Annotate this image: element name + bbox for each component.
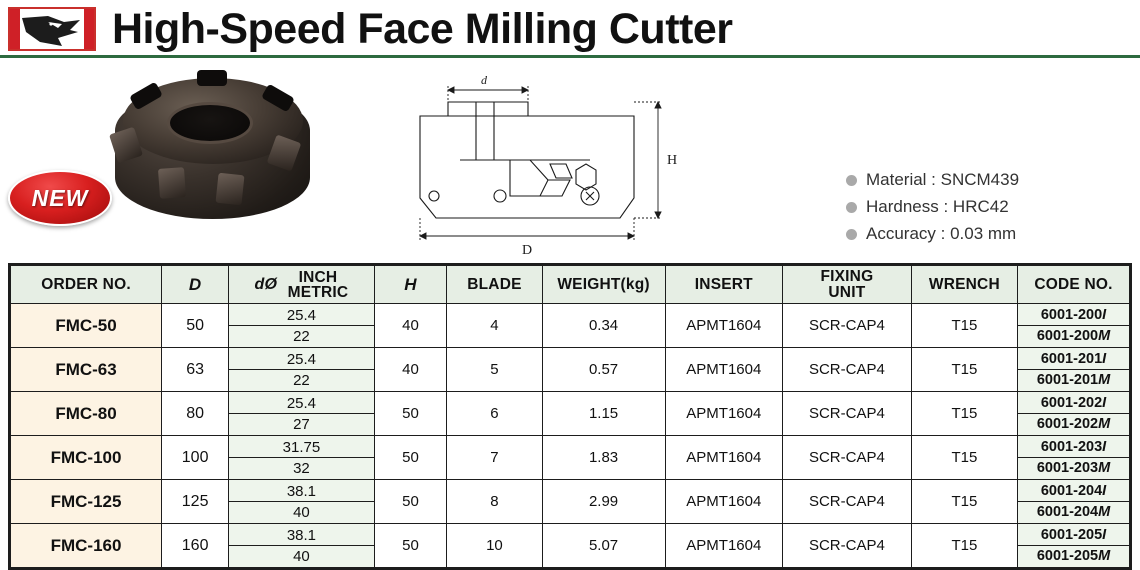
table-row bbox=[11, 480, 1130, 524]
header-weight: WEIGHT(kg) bbox=[542, 266, 665, 304]
cell-order-no: FMC-125 bbox=[11, 480, 162, 524]
cell-insert: APMT1604 bbox=[665, 304, 782, 348]
cell-fixing-unit: SCR-CAP4 bbox=[783, 304, 912, 348]
table-row bbox=[11, 524, 1130, 568]
cell-code-no bbox=[1018, 436, 1130, 480]
cell-blade: 10 bbox=[447, 524, 542, 568]
cell-do-inch: 38.1 bbox=[229, 481, 373, 502]
header-d: D bbox=[162, 266, 229, 304]
header-fixing-unit bbox=[783, 266, 912, 304]
page-title: High-Speed Face Milling Cutter bbox=[112, 4, 733, 53]
cell-code-top-suffix: I bbox=[1102, 526, 1107, 543]
cell-code-bottom: 6001-201 bbox=[1036, 371, 1099, 388]
cell-blade: 7 bbox=[447, 436, 542, 480]
cell-do-metric: 22 bbox=[293, 327, 310, 345]
eagle-head-icon bbox=[18, 12, 86, 50]
header-fixing-line2: UNIT bbox=[828, 283, 866, 301]
cell-code-top-suffix: I bbox=[1102, 394, 1107, 411]
cell-code-top-suffix: I bbox=[1102, 306, 1107, 323]
spec-material-label: Material : SNCM439 bbox=[866, 170, 1020, 189]
cell-code-no bbox=[1018, 392, 1130, 436]
cell-blade: 5 bbox=[447, 348, 542, 392]
cell-do-inch: 25.4 bbox=[229, 393, 373, 414]
header-blade: BLADE bbox=[447, 266, 542, 304]
cell-d: 63 bbox=[162, 348, 229, 392]
cell-h: 50 bbox=[374, 480, 447, 524]
cell-wrench: T15 bbox=[911, 436, 1017, 480]
cell-do-inch: 25.4 bbox=[229, 305, 373, 326]
cell-code-top-suffix: I bbox=[1102, 350, 1107, 367]
cell-code-bottom: 6001-204 bbox=[1036, 503, 1099, 520]
cell-h: 50 bbox=[374, 436, 447, 480]
spec-item-hardness bbox=[846, 197, 1116, 217]
cell-insert: APMT1604 bbox=[665, 524, 782, 568]
cell-do-metric: 32 bbox=[293, 459, 310, 477]
cell-do bbox=[229, 348, 374, 392]
cell-insert: APMT1604 bbox=[665, 436, 782, 480]
cell-blade: 8 bbox=[447, 480, 542, 524]
cell-h: 40 bbox=[374, 348, 447, 392]
cell-code-top: 6001-203 bbox=[1040, 438, 1103, 455]
cell-code-bottom-suffix: M bbox=[1098, 371, 1111, 388]
cell-d: 125 bbox=[162, 480, 229, 524]
cell-do-metric: 40 bbox=[293, 503, 310, 521]
cell-code-no bbox=[1018, 480, 1130, 524]
cell-code-top: 6001-201 bbox=[1040, 350, 1103, 367]
cell-code-no bbox=[1018, 524, 1130, 568]
cell-order-no: FMC-63 bbox=[11, 348, 162, 392]
company-logo bbox=[8, 7, 96, 51]
cell-do-metric: 22 bbox=[293, 371, 310, 389]
cell-weight: 5.07 bbox=[542, 524, 665, 568]
cell-code-top-suffix: I bbox=[1102, 438, 1107, 455]
table-row bbox=[11, 392, 1130, 436]
header-wrench: WRENCH bbox=[911, 266, 1017, 304]
cell-code-bottom-suffix: M bbox=[1098, 415, 1111, 432]
cell-code-top: 6001-204 bbox=[1040, 482, 1103, 499]
cell-wrench: T15 bbox=[911, 524, 1017, 568]
header-do-inch-metric bbox=[229, 266, 374, 304]
cell-code-bottom: 6001-202 bbox=[1036, 415, 1099, 432]
cell-do-metric: 40 bbox=[293, 547, 310, 565]
cell-order-no: FMC-50 bbox=[11, 304, 162, 348]
cell-d: 80 bbox=[162, 392, 229, 436]
header-insert: INSERT bbox=[665, 266, 782, 304]
header-code-no: CODE NO. bbox=[1018, 266, 1130, 304]
cell-fixing-unit: SCR-CAP4 bbox=[783, 436, 912, 480]
header-h: H bbox=[374, 266, 447, 304]
cell-insert: APMT1604 bbox=[665, 392, 782, 436]
cell-code-bottom-suffix: M bbox=[1098, 503, 1111, 520]
cell-insert: APMT1604 bbox=[665, 480, 782, 524]
cell-code-bottom-suffix: M bbox=[1098, 459, 1111, 476]
cell-d: 100 bbox=[162, 436, 229, 480]
technical-drawing bbox=[390, 68, 680, 258]
cutter-bore bbox=[167, 102, 253, 144]
cell-do-inch: 25.4 bbox=[229, 349, 373, 370]
cell-do bbox=[229, 392, 374, 436]
cell-do bbox=[229, 524, 374, 568]
cell-fixing-unit: SCR-CAP4 bbox=[783, 392, 912, 436]
cell-wrench: T15 bbox=[911, 392, 1017, 436]
cell-wrench: T15 bbox=[911, 480, 1017, 524]
header-do-label: dØ bbox=[254, 275, 278, 293]
cell-blade: 4 bbox=[447, 304, 542, 348]
cell-code-bottom-suffix: M bbox=[1098, 327, 1111, 344]
cell-wrench: T15 bbox=[911, 348, 1017, 392]
cell-order-no: FMC-160 bbox=[11, 524, 162, 568]
spec-item-accuracy bbox=[846, 224, 1116, 244]
header-inch-label: INCH bbox=[298, 268, 338, 286]
cell-fixing-unit: SCR-CAP4 bbox=[783, 348, 912, 392]
table-header-row bbox=[11, 266, 1130, 304]
cell-code-bottom: 6001-200 bbox=[1036, 327, 1099, 344]
cell-order-no: FMC-100 bbox=[11, 436, 162, 480]
product-table bbox=[8, 263, 1132, 570]
header-fixing-line1: FIXING bbox=[820, 267, 874, 285]
spec-hardness-label: Hardness : HRC42 bbox=[866, 197, 1009, 216]
cutter-insert bbox=[158, 167, 186, 199]
bullet-icon bbox=[846, 175, 857, 186]
cutter-notch bbox=[197, 70, 227, 86]
header-order-no: ORDER NO. bbox=[11, 266, 162, 304]
cell-code-no bbox=[1018, 304, 1130, 348]
cell-weight: 1.83 bbox=[542, 436, 665, 480]
page-header bbox=[0, 0, 1140, 58]
cell-weight: 1.15 bbox=[542, 392, 665, 436]
cell-do bbox=[229, 436, 374, 480]
cell-code-no bbox=[1018, 348, 1130, 392]
cell-do bbox=[229, 480, 374, 524]
spec-list bbox=[846, 170, 1116, 251]
cell-fixing-unit: SCR-CAP4 bbox=[783, 480, 912, 524]
cell-fixing-unit: SCR-CAP4 bbox=[783, 524, 912, 568]
cutter-insert bbox=[216, 173, 245, 206]
table-row bbox=[11, 348, 1130, 392]
bullet-icon bbox=[846, 229, 857, 240]
cell-code-top-suffix: I bbox=[1102, 482, 1107, 499]
table-row bbox=[11, 436, 1130, 480]
cell-d: 160 bbox=[162, 524, 229, 568]
new-badge bbox=[8, 170, 112, 226]
cell-h: 40 bbox=[374, 304, 447, 348]
cell-do-metric: 27 bbox=[293, 415, 310, 433]
dimension-label-d-big: D bbox=[521, 243, 533, 258]
new-badge-label: NEW bbox=[31, 184, 89, 211]
cell-h: 50 bbox=[374, 392, 447, 436]
dimension-label-h: H bbox=[666, 153, 678, 168]
cell-h: 50 bbox=[374, 524, 447, 568]
bullet-icon bbox=[846, 202, 857, 213]
product-showcase bbox=[0, 58, 1140, 258]
cell-weight: 2.99 bbox=[542, 480, 665, 524]
cell-order-no: FMC-80 bbox=[11, 392, 162, 436]
table-row bbox=[11, 304, 1130, 348]
cell-weight: 0.34 bbox=[542, 304, 665, 348]
dimension-label-d-small: d bbox=[481, 73, 487, 87]
table-body bbox=[11, 304, 1130, 568]
cell-insert: APMT1604 bbox=[665, 348, 782, 392]
cell-code-top: 6001-205 bbox=[1040, 526, 1103, 543]
product-photo bbox=[105, 64, 320, 239]
cell-do bbox=[229, 304, 374, 348]
cell-code-top: 6001-200 bbox=[1040, 306, 1103, 323]
cell-do-inch: 31.75 bbox=[229, 437, 373, 458]
cell-blade: 6 bbox=[447, 392, 542, 436]
cell-do-inch: 38.1 bbox=[229, 525, 373, 546]
cell-code-bottom: 6001-203 bbox=[1036, 459, 1099, 476]
cell-code-top: 6001-202 bbox=[1040, 394, 1103, 411]
cell-weight: 0.57 bbox=[542, 348, 665, 392]
spec-item-material bbox=[846, 170, 1116, 190]
spec-accuracy-label: Accuracy : 0.03 mm bbox=[866, 224, 1017, 243]
cell-d: 50 bbox=[162, 304, 229, 348]
cell-code-bottom: 6001-205 bbox=[1036, 547, 1099, 564]
cell-code-bottom-suffix: M bbox=[1098, 547, 1111, 564]
cell-wrench: T15 bbox=[911, 304, 1017, 348]
header-metric-label: METRIC bbox=[287, 283, 349, 301]
